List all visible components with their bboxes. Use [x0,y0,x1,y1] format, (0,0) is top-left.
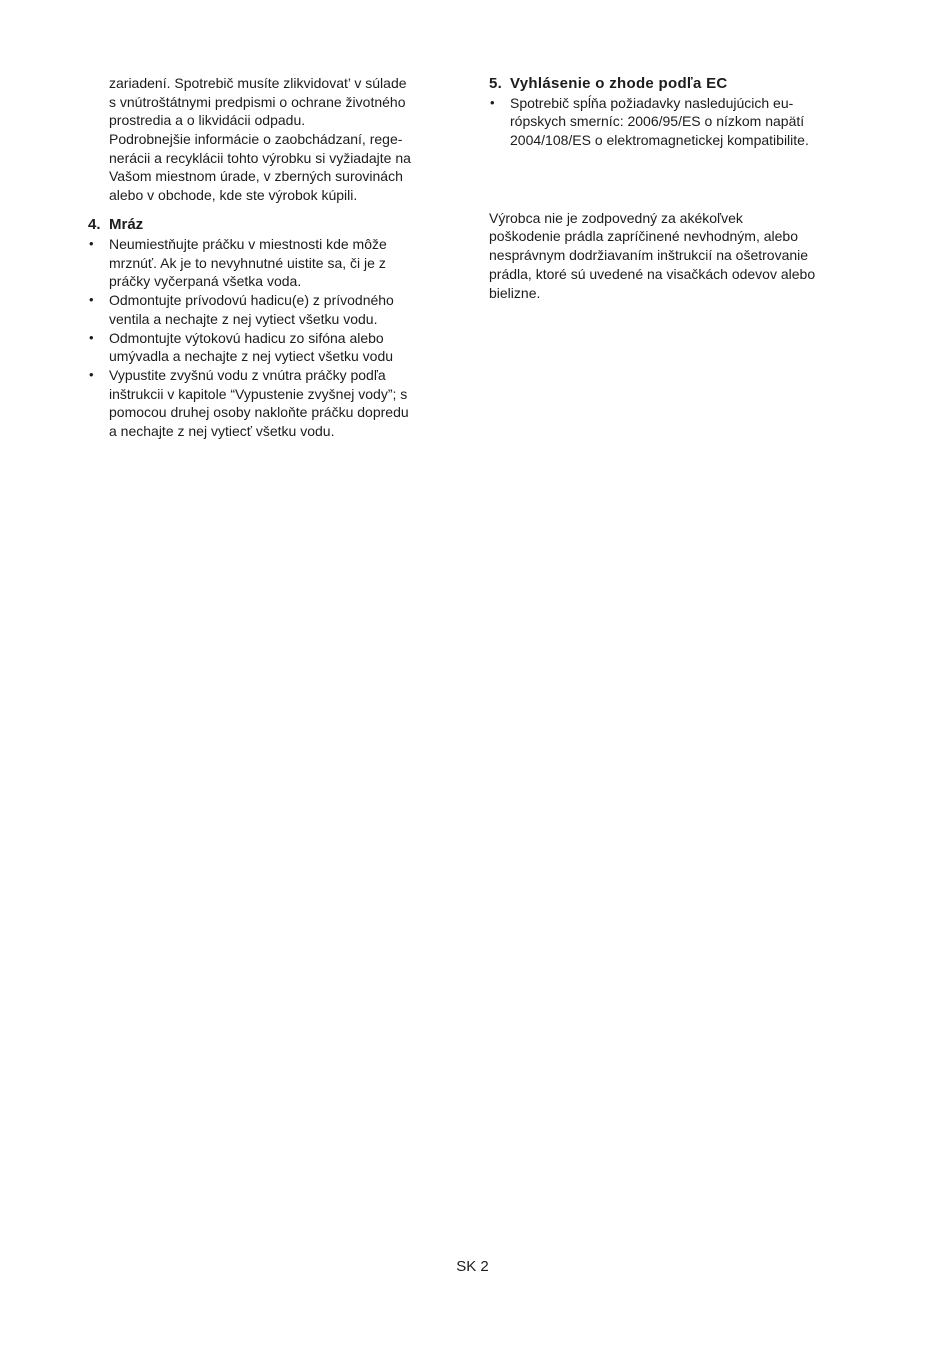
text-line: inštrukcii v kapitole “Vypustenie zvyšnej vody”; s [109,385,408,402]
text-line: pomocou druhej osoby nakloňte práčku dopredu [109,404,409,421]
text-line: poškodenie prádla zapríčinené nevhodným, alebo [489,228,798,245]
text-line: prostredia a o likvidácii odpadu. [109,112,306,129]
text-line: prádla, ktoré sú uvedené na visačkách odevov alebo [489,265,816,282]
liability-disclaimer [489,209,889,302]
text-line: zariadení. Spotrebič musíte zlikvidovat’ v súlade [109,75,407,91]
text-line: nesprávnym dodržiavaním inštrukcií na ošetrovanie [489,247,809,264]
bullet-marker: • [89,292,94,308]
text-line: rópskych smerníc: 2006/95/ES o nízkom napätí [510,113,805,130]
text-line: s vnútroštátnymi predpismi o ochrane životného [109,93,406,110]
section-number: 5. [489,75,503,92]
bullet-marker: • [89,236,94,252]
text-line: umývadla a nechajte z nej vytiect všetku vodu [109,348,394,365]
text-line: Vašom miestnom úrade, v zberných surovinách [109,168,403,185]
text-line: Výrobca nie je zodpovedný za akékoľvek [489,209,743,226]
text-line: Neumiestňujte práčku v miestnosti kde môže [109,236,387,253]
text-line: Podrobnejšie informácie o zaobchádzaní, rege- [109,131,403,148]
text-line: práčky vyčerpaná všetka voda. [109,273,302,290]
left-column [88,74,458,441]
section-title: Vyhlásenie o zhode podľa EC [510,75,728,92]
section-4-heading [88,216,458,235]
section-number: 4. [88,216,101,234]
text-line: Spotrebič spĺňa požiadavky nasledujúcich eu- [510,94,794,111]
section-5-list [489,94,889,150]
list-item [88,329,458,366]
section-4-list [88,235,458,441]
list-item [489,94,889,150]
page-number: SK 2 [456,1258,489,1275]
right-column [489,75,889,302]
list-item [88,366,458,441]
section-title: Mráz [109,216,144,234]
text-line: alebo v obchode, kde ste výrobok kúpili. [109,187,358,204]
disposal-continuation-text [88,74,458,205]
text-line: mrznúť. Ak je to nevyhnutné uistite sa, či je z [109,254,386,271]
list-item [88,291,458,328]
bullet-marker: • [89,329,94,345]
text-line: Odmontujte prívodovú hadicu(e) z prívodného [109,292,394,309]
text-line: bielizne. [489,284,541,301]
text-line: Vypustite zvyšnú vodu z vnútra práčky podľa [109,366,386,383]
section-5-heading [489,75,889,94]
bullet-marker: • [89,366,94,382]
text-line: Odmontujte výtokovú hadicu zo sifóna alebo [109,329,384,346]
text-line: 2004/108/ES o elektromagnetickej kompatibilite. [510,132,809,149]
text-line: nerácii a recyklácii tohto výrobku si vyžiadajte na [109,149,411,166]
text-line: a nechajte z nej vytiecť všetku vodu. [109,422,335,439]
text-line: ventila a nechajte z nej vytiect všetku vodu. [109,310,378,327]
bullet-marker: • [490,94,495,110]
list-item [88,235,458,291]
